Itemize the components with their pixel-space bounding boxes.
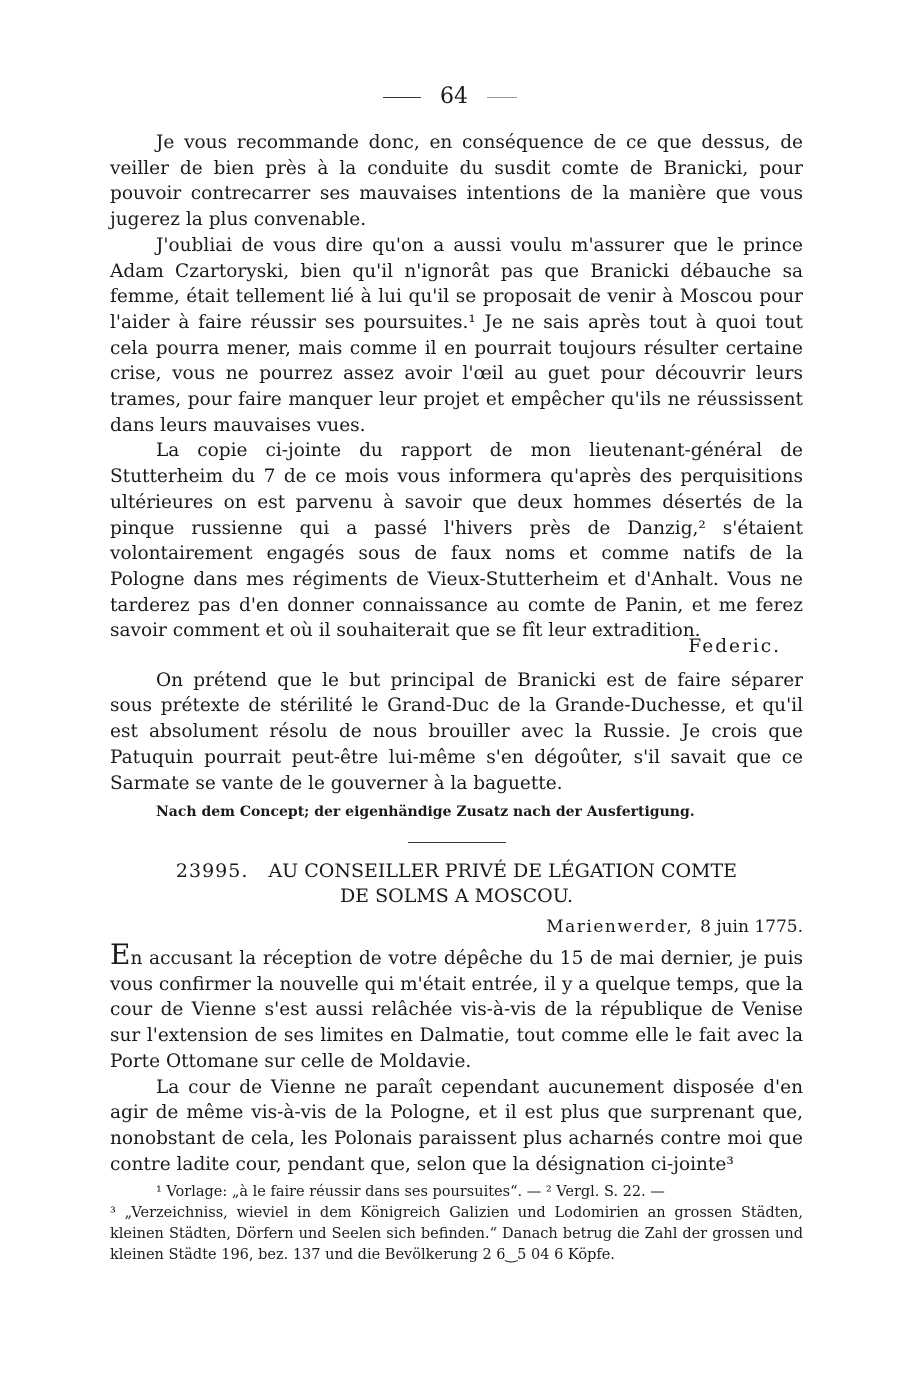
footnote-line-1: ¹ Vorlage: „à le faire réussir dans ses poursuites“. — ² Vergl. S. 22. —	[156, 1184, 665, 1200]
letter1-paragraph-1: Je vous recommande donc, en conséquence de ce que dessus, de veiller de bien près à la conduite du susdit comte de Branicki, pour pouvoir contrecarrer ses mauvaises intentions de la manière que vous jugerez la plus convenable.	[110, 132, 803, 231]
letter2-paragraph-2: La cour de Vienne ne paraît cependant aucunement disposée d'en agir de même vis-à-vis de la Pologne, et il est plus que surprenant que, nonobstant de cela, les Polonais paraissent plus acharnés contre moi que contre ladite cour, pendant que, selon que la désignation ci-jointe³	[110, 1076, 803, 1175]
header-dash-left	[383, 97, 421, 98]
letter2-paragraph-1-text: n accusant la réception de votre dépêche du 15 de mai dernier, je puis vous confirmer la nouvelle qui m'était entrée, il y a quelque temps, que la cour de Vienne s'est aussi relâchée vis-à-vis de la république de Venise sur l'extension de ses limites en Dalmatie, tout comme elle le fait avec la Porte Ottomane sur celle de Moldavie.	[110, 947, 803, 1072]
page-number: 64	[440, 84, 468, 109]
signature: Federic.	[688, 636, 781, 658]
document-heading	[110, 859, 803, 909]
document-title-line-1: AU CONSEILLER PRIVÉ DE LÉGATION COMTE	[268, 860, 738, 883]
footnotes	[110, 1182, 803, 1266]
main-text	[110, 130, 803, 1177]
section-divider	[408, 842, 506, 843]
postscript: On prétend que le but principal de Branicki est de faire séparer sous prétexte de stérilité le Grand-Duc de la Grande-Duchesse, et qu'il est absolument résolu de nous brouiller avec la Russie. Je crois que Patuquin pourrait peut-être lui-même s'en dégoûter, s'il savait que ce Sarmate se vante de le gouverner à la baguette.	[110, 669, 803, 794]
document-number: 23995.	[175, 860, 249, 883]
letter1-paragraph-3: La copie ci-jointe du rapport de mon lieutenant-général de Stutterheim du 7 de ce mois vous informera qu'après des perquisitions ultérieures on est parvenu à savoir que deux hommes désertés de la pinque russienne qui a passé l'hivers près de Danzig,² s'étaient volontairement engagés sous de faux noms et comme natifs de la Pologne dans mes régiments de Vieux-Stutterheim et d'Anhalt. Vous ne tarderez pas d'en donner connaissance au comte de Panin, et me ferez savoir comment et où il souhaiterait que se fît leur extradition.	[110, 440, 803, 642]
source-note: Nach dem Concept; der eigenhändige Zusatz nach der Ausfertigung.	[156, 804, 695, 821]
document-title-line-2: DE SOLMS A MOSCOU.	[339, 885, 574, 908]
letter2-paragraph-1	[110, 937, 803, 1075]
letter1-paragraph-2: J'oubliai de vous dire qu'on a aussi voulu m'assurer que le prince Adam Czartoryski, bien qu'il n'ignorât pas que Branicki débauche sa femme, était tellement lié à lui qu'il se proposait de venir à Moscou pour l'aider à faire réussir ses poursuites.¹ Je ne sais après tout à quoi tout cela pourra mener, mais comme il en pourrait toujours résulter certaine crise, vous ne pourrez assez avoir l'œil au guet pour découvrir leurs trames, pour faire manquer leur projet et empêcher qu'ils ne réussissent dans leurs mauvaises vues.	[110, 234, 803, 436]
drop-initial: E	[110, 937, 131, 971]
header-dash-right	[487, 97, 517, 98]
dateline-date: 8 juin 1775.	[700, 917, 803, 938]
footnote-line-2: ³ „Verzeichniss, wieviel in dem Königreich Galizien und Lodomirien an grossen Städten, kleinen Städten, Dörfern und Seelen sich befinden.“ Danach betrug die Zahl der grossen und kleinen Städte 196, bez. 137 und die Bevölkerung 2 6‿5 04 6 Köpfe.	[110, 1205, 803, 1263]
dateline-place: Marienwerder,	[546, 917, 694, 938]
dateline	[110, 915, 803, 941]
page-header	[0, 84, 900, 109]
